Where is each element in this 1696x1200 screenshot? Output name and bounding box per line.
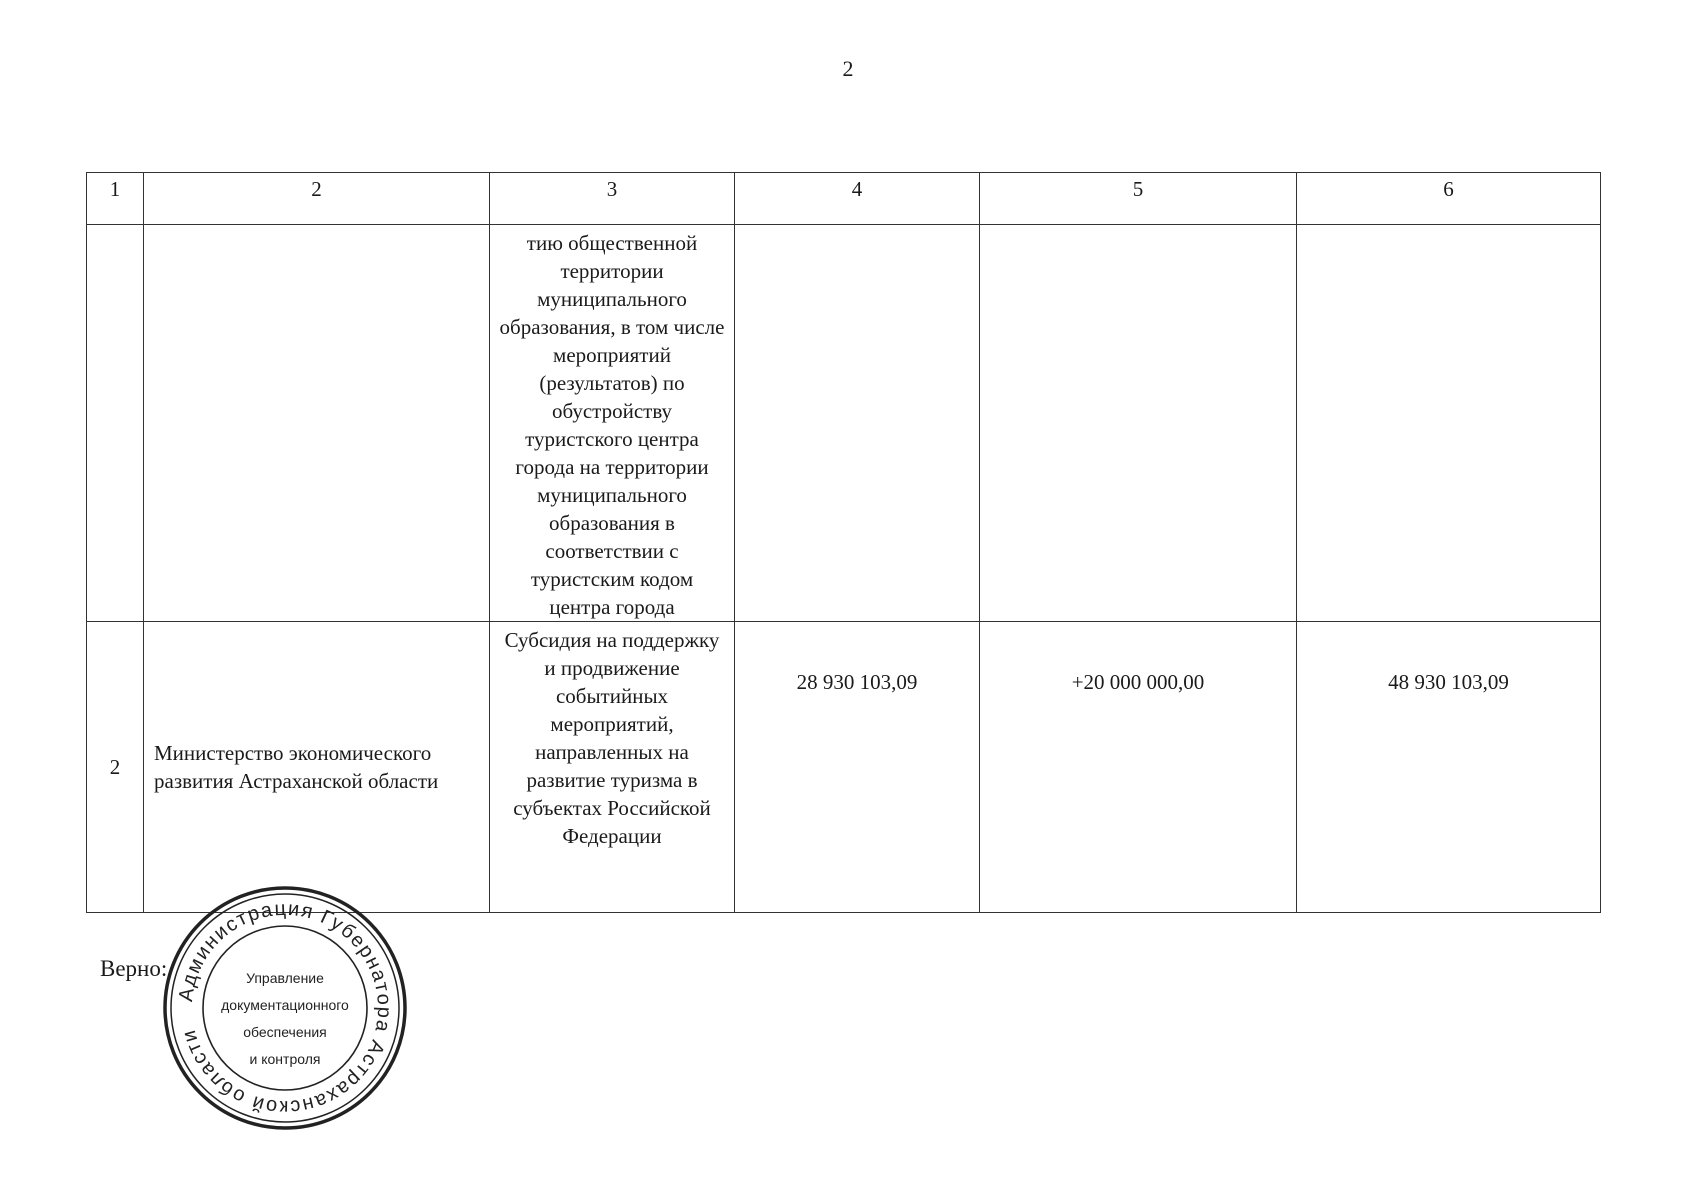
table-row-continued: [87, 225, 1601, 622]
subsidy-description: Субсидия на поддержку и продвижение событийных мероприятий, направленных на развитие туризма в субъектах Российской Федерации: [490, 622, 735, 913]
value-col-4: 28 930 103,09: [735, 622, 980, 913]
stamp-line-3: обеспечения: [243, 1024, 327, 1040]
cell-empty: [980, 225, 1297, 622]
changes-table: [86, 172, 1601, 913]
verno-label: Верно:: [100, 956, 168, 981]
table-header-row: [87, 173, 1601, 225]
header-col-1: 1: [87, 173, 144, 225]
header-col-3: 3: [490, 173, 735, 225]
page-number: 2: [842, 56, 854, 81]
header-col-5: 5: [980, 173, 1297, 225]
stamp-line-4: и контроля: [249, 1051, 321, 1067]
organization-name: Министерство экономического развития Астраханской области: [144, 622, 490, 913]
header-col-2: 2: [144, 173, 490, 225]
value-col-5: +20 000 000,00: [980, 622, 1297, 913]
header-col-6: 6: [1297, 173, 1601, 225]
cell-empty: [735, 225, 980, 622]
cell-empty: [144, 225, 490, 622]
official-stamp: [160, 884, 410, 1132]
stamp-line-2: документационного: [221, 997, 349, 1013]
stamp-ring-text: Администрация Губернатора Астраханской области: [175, 897, 396, 1119]
table-row: [87, 622, 1601, 913]
header-col-4: 4: [735, 173, 980, 225]
continued-description: тию общественной территории муниципального образования, в том числе мероприятий (результатов) по обустройству туристского центра города на территории муниципального образования в соответствии с туристским кодом центра города: [490, 225, 735, 622]
value-col-6: 48 930 103,09: [1297, 622, 1601, 913]
cell-empty: [87, 225, 144, 622]
stamp-line-1: Управление: [246, 970, 324, 986]
row-number: 2: [87, 622, 144, 913]
cell-empty: [1297, 225, 1601, 622]
